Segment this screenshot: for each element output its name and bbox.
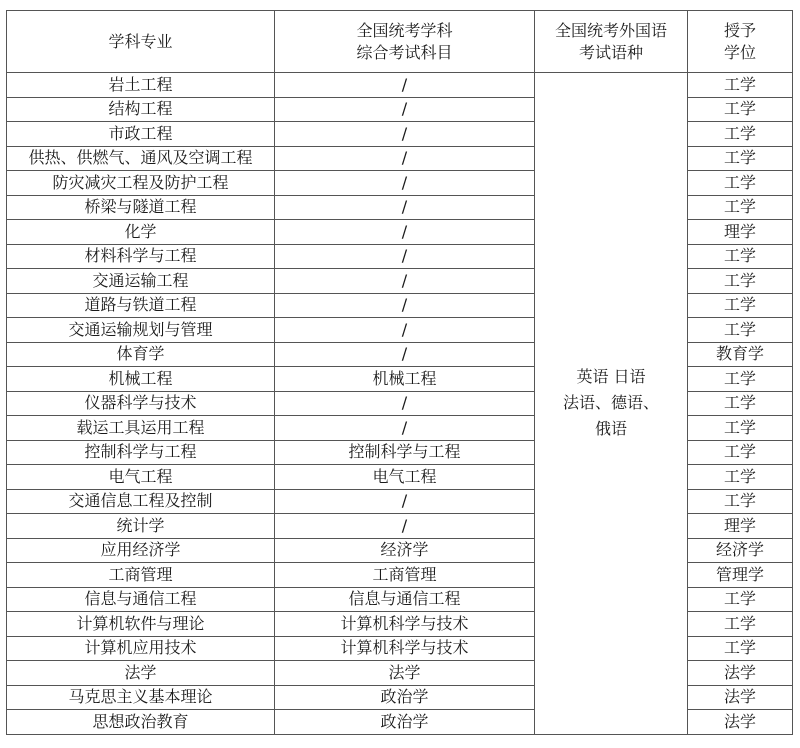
major-cell: 材料科学与工程 [7,244,275,269]
major-cell: 交通运输工程 [7,269,275,294]
exam-subject-cell: / [275,318,535,343]
table-row [7,73,793,98]
exam-subject-cell: / [275,416,535,441]
degree-cell: 理学 [688,220,793,245]
table-body [7,73,793,735]
exam-subject-cell: / [275,514,535,539]
degree-cell: 理学 [688,514,793,539]
table-header [7,11,793,73]
degree-cell: 经济学 [688,538,793,563]
header-degree [688,11,793,73]
exam-subject-cell: / [275,122,535,147]
major-cell: 仪器科学与技术 [7,391,275,416]
degree-cell: 法学 [688,685,793,710]
major-cell: 防灾减灾工程及防护工程 [7,171,275,196]
degree-cell: 工学 [688,73,793,98]
major-cell: 结构工程 [7,97,275,122]
exam-subject-cell: 计算机科学与技术 [275,612,535,637]
exam-subject-cell: 政治学 [275,685,535,710]
degree-cell: 教育学 [688,342,793,367]
exam-subject-cell: / [275,342,535,367]
exam-subject-cell: 机械工程 [275,367,535,392]
exam-subject-cell: 控制科学与工程 [275,440,535,465]
major-cell: 桥梁与隧道工程 [7,195,275,220]
major-cell: 计算机软件与理论 [7,612,275,637]
degree-cell: 工学 [688,587,793,612]
major-cell: 岩土工程 [7,73,275,98]
major-cell: 电气工程 [7,465,275,490]
header-subject [275,11,535,73]
exam-subject-cell: / [275,195,535,220]
exam-subject-cell: / [275,171,535,196]
major-cell: 市政工程 [7,122,275,147]
header-subject-line2: 综合考试科目 [356,42,453,62]
header-degree-line1: 授予 [723,20,756,40]
major-cell: 应用经济学 [7,538,275,563]
degree-cell: 工学 [688,293,793,318]
major-cell: 马克思主义基本理论 [7,685,275,710]
degree-cell: 工学 [688,269,793,294]
major-cell: 载运工具运用工程 [7,416,275,441]
header-major-label: 学科专业 [108,31,173,51]
degree-cell: 工学 [688,440,793,465]
exam-subject-cell: / [275,73,535,98]
degree-cell: 工学 [688,416,793,441]
major-cell: 统计学 [7,514,275,539]
degree-cell: 工学 [688,367,793,392]
degree-cell: 工学 [688,636,793,661]
degree-cell: 工学 [688,318,793,343]
header-degree-line2: 学位 [723,42,756,62]
degree-cell: 工学 [688,489,793,514]
exam-subject-cell: 经济学 [275,538,535,563]
exam-subject-cell: / [275,489,535,514]
major-cell: 交通运输规划与管理 [7,318,275,343]
degree-cell: 工学 [688,146,793,171]
exam-subject-cell: 电气工程 [275,465,535,490]
exam-subject-cell: 工商管理 [275,563,535,588]
major-cell: 法学 [7,661,275,686]
exam-subject-cell: / [275,146,535,171]
degree-cell: 管理学 [688,563,793,588]
major-cell: 工商管理 [7,563,275,588]
degree-cell: 工学 [688,171,793,196]
header-row [7,11,793,73]
majors-table [6,10,793,735]
major-cell: 供热、供燃气、通风及空调工程 [7,146,275,171]
degree-cell: 法学 [688,710,793,735]
language-line2: 法语、德语、 [562,393,659,413]
major-cell: 化学 [7,220,275,245]
degree-cell: 工学 [688,612,793,637]
exam-subject-cell: 政治学 [275,710,535,735]
exam-subject-cell: 计算机科学与技术 [275,636,535,661]
major-cell: 计算机应用技术 [7,636,275,661]
degree-cell: 工学 [688,97,793,122]
degree-cell: 工学 [688,244,793,269]
exam-subject-cell: / [275,391,535,416]
major-cell: 机械工程 [7,367,275,392]
exam-subject-cell: / [275,244,535,269]
header-language-line1: 全国统考外国语 [554,20,667,40]
major-cell: 思想政治教育 [7,710,275,735]
exam-subject-cell: 法学 [275,661,535,686]
degree-cell: 工学 [688,195,793,220]
exam-subject-cell: / [275,97,535,122]
language-cell [535,73,688,735]
degree-cell: 工学 [688,122,793,147]
header-subject-line1: 全国统考学科 [356,20,453,40]
header-language-line2: 考试语种 [578,42,643,62]
language-line3: 俄语 [594,419,627,439]
degree-cell: 工学 [688,465,793,490]
language-line1: 英语 日语 [576,367,646,387]
exam-subject-cell: / [275,269,535,294]
header-language [535,11,688,73]
header-major [7,11,275,73]
degree-cell: 法学 [688,661,793,686]
major-cell: 信息与通信工程 [7,587,275,612]
major-cell: 道路与铁道工程 [7,293,275,318]
exam-subject-cell: 信息与通信工程 [275,587,535,612]
exam-subject-cell: / [275,220,535,245]
major-cell: 交通信息工程及控制 [7,489,275,514]
degree-cell: 工学 [688,391,793,416]
major-cell: 体育学 [7,342,275,367]
exam-subject-cell: / [275,293,535,318]
major-cell: 控制科学与工程 [7,440,275,465]
